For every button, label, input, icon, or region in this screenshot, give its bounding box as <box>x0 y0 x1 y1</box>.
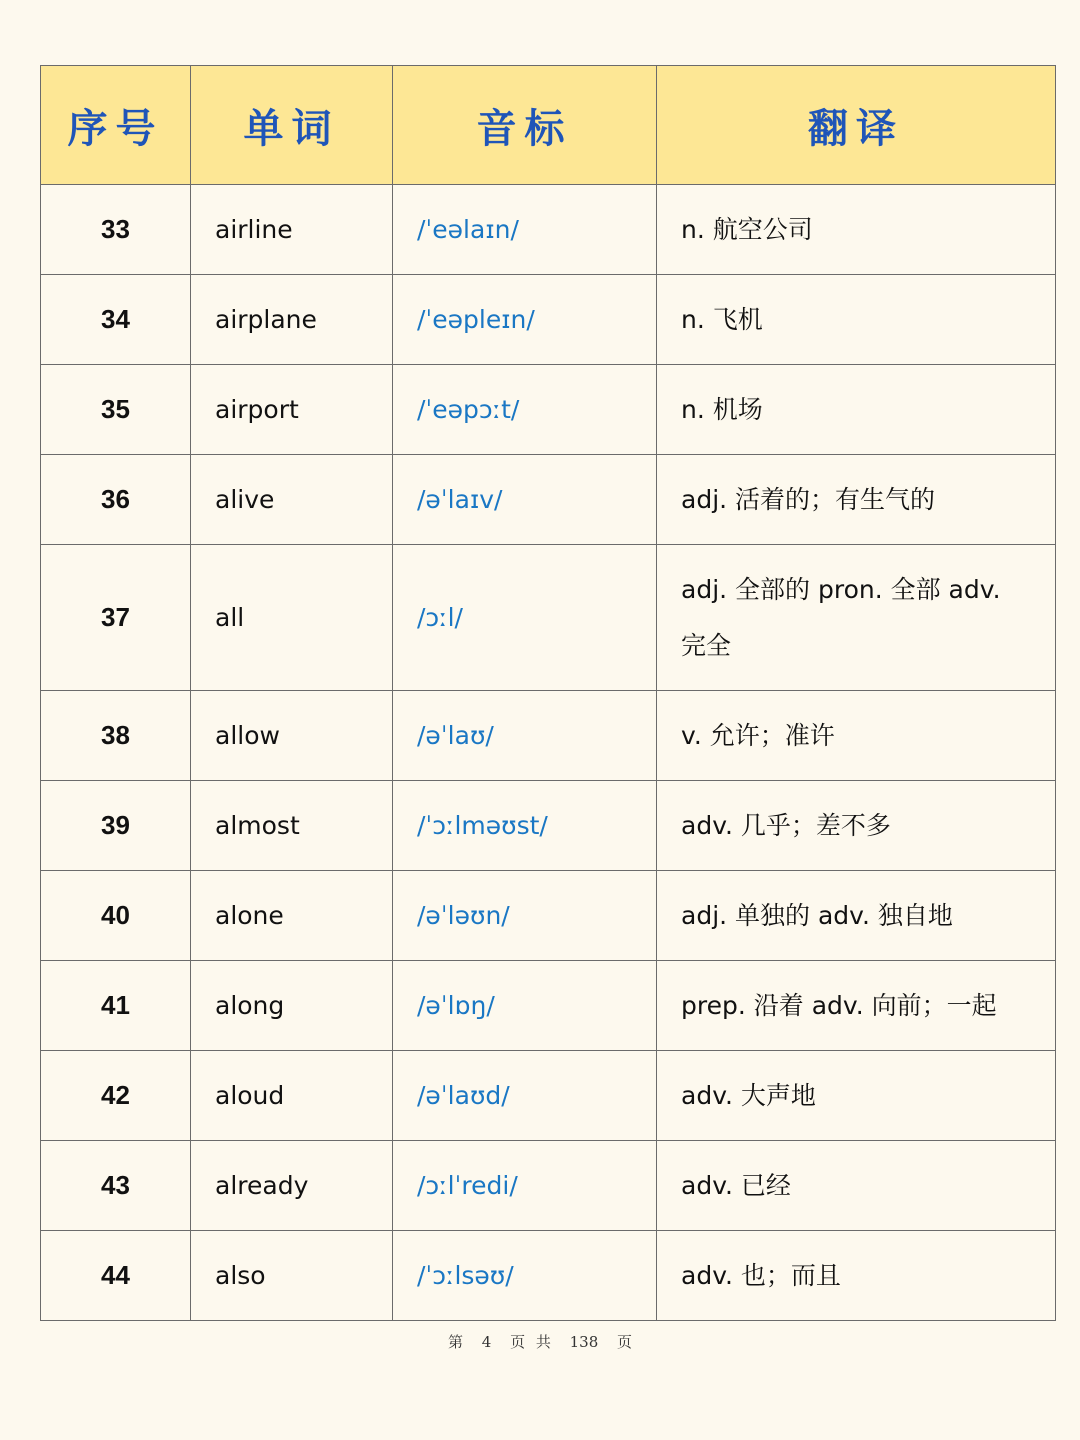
row-phonetic: /ɔːl/ <box>393 545 657 691</box>
row-index: 42 <box>41 1051 191 1141</box>
row-index: 43 <box>41 1141 191 1231</box>
row-index: 38 <box>41 691 191 781</box>
table-row <box>41 275 1056 365</box>
row-translation: adv. 已经 <box>657 1141 1056 1231</box>
row-phonetic: /ˈeəpleɪn/ <box>393 275 657 365</box>
row-translation: adj. 全部的 pron. 全部 adv. 完全 <box>657 545 1056 691</box>
table-row <box>41 1051 1056 1141</box>
row-word: along <box>191 961 393 1051</box>
row-phonetic: /ˈɔːlməʊst/ <box>393 781 657 871</box>
table-row <box>41 545 1056 691</box>
row-phonetic: /ˈɔːlsəʊ/ <box>393 1231 657 1321</box>
row-index: 36 <box>41 455 191 545</box>
row-index: 44 <box>41 1231 191 1321</box>
footer-prefix: 第 <box>447 1333 463 1351</box>
row-index: 37 <box>41 545 191 691</box>
table-row <box>41 691 1056 781</box>
table-row <box>41 185 1056 275</box>
row-word: airline <box>191 185 393 275</box>
row-translation: adv. 大声地 <box>657 1051 1056 1141</box>
row-word: all <box>191 545 393 691</box>
row-word: aloud <box>191 1051 393 1141</box>
footer-current-page: 4 <box>481 1333 492 1351</box>
row-phonetic: /ɔːlˈredi/ <box>393 1141 657 1231</box>
row-phonetic: /əˈlaʊd/ <box>393 1051 657 1141</box>
row-index: 40 <box>41 871 191 961</box>
header-word: 单词 <box>191 66 393 185</box>
row-translation: adv. 几乎；差不多 <box>657 781 1056 871</box>
row-translation: adv. 也；而且 <box>657 1231 1056 1321</box>
table-row <box>41 1231 1056 1321</box>
footer-total-pages: 138 <box>569 1333 599 1351</box>
footer-mid: 页 共 <box>510 1333 551 1351</box>
row-index: 35 <box>41 365 191 455</box>
page-footer <box>0 1331 1080 1352</box>
row-index: 39 <box>41 781 191 871</box>
row-translation: n. 飞机 <box>657 275 1056 365</box>
header-phonetic: 音标 <box>393 66 657 185</box>
row-word: airport <box>191 365 393 455</box>
vocabulary-table <box>40 65 1056 1321</box>
row-word: alive <box>191 455 393 545</box>
row-word: also <box>191 1231 393 1321</box>
row-word: airplane <box>191 275 393 365</box>
table-row <box>41 1141 1056 1231</box>
row-index: 34 <box>41 275 191 365</box>
row-word: allow <box>191 691 393 781</box>
header-index: 序号 <box>41 66 191 185</box>
row-phonetic: /əˈlɒŋ/ <box>393 961 657 1051</box>
row-translation: v. 允许；准许 <box>657 691 1056 781</box>
row-phonetic: /ˈeəpɔːt/ <box>393 365 657 455</box>
row-phonetic: /əˈlaɪv/ <box>393 455 657 545</box>
row-translation: adj. 单独的 adv. 独自地 <box>657 871 1056 961</box>
table-header-row <box>41 66 1056 185</box>
row-phonetic: /əˈləʊn/ <box>393 871 657 961</box>
footer-suffix: 页 <box>617 1333 633 1351</box>
row-word: alone <box>191 871 393 961</box>
table-row <box>41 455 1056 545</box>
row-translation: n. 航空公司 <box>657 185 1056 275</box>
table-row <box>41 961 1056 1051</box>
row-index: 33 <box>41 185 191 275</box>
table-row <box>41 781 1056 871</box>
table-row <box>41 871 1056 961</box>
row-translation: prep. 沿着 adv. 向前；一起 <box>657 961 1056 1051</box>
row-translation: n. 机场 <box>657 365 1056 455</box>
row-phonetic: /əˈlaʊ/ <box>393 691 657 781</box>
row-word: already <box>191 1141 393 1231</box>
table-row <box>41 365 1056 455</box>
row-word: almost <box>191 781 393 871</box>
row-translation: adj. 活着的；有生气的 <box>657 455 1056 545</box>
header-translation: 翻译 <box>657 66 1056 185</box>
row-phonetic: /ˈeəlaɪn/ <box>393 185 657 275</box>
row-index: 41 <box>41 961 191 1051</box>
